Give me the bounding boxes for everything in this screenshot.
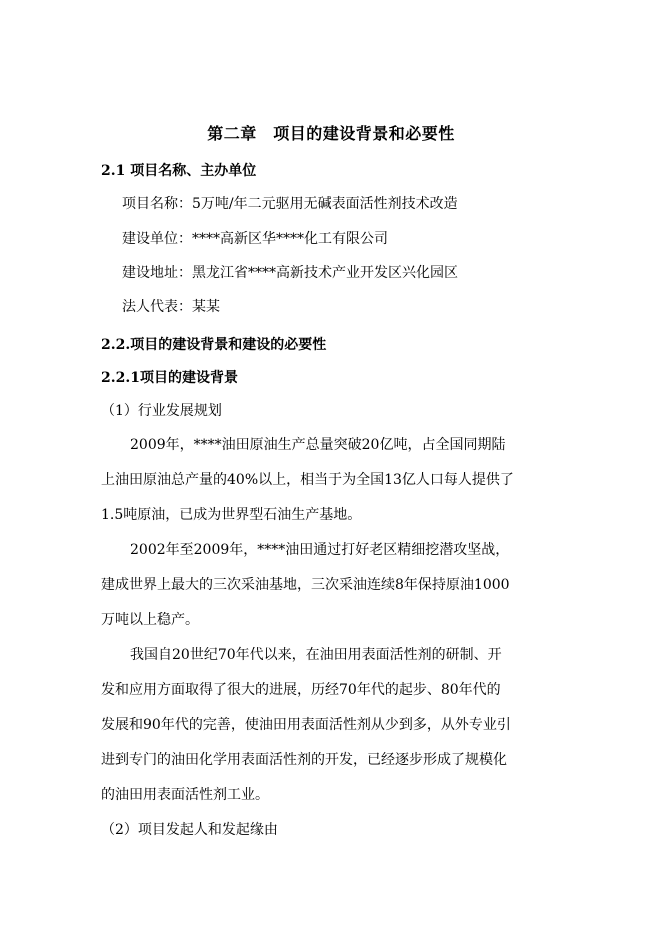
paragraph-line: 2002年至2009年，****油田通过打好老区精细挖潜攻坚战， [116, 542, 510, 558]
section-2-1-heading: 2.1 项目名称、主办单位 [101, 163, 257, 179]
paragraph-line: 进到专门的油田化学用表面活性剂的开发，已经逐步形成了规模化 [101, 752, 507, 768]
paragraph-line: 2009年，****油田原油生产总量突破20亿吨，占全国同期陆 [116, 437, 506, 453]
paragraph-line: 1.5吨原油，已成为世界型石油生产基地。 [101, 507, 362, 523]
paragraph-line: 我国自20世纪70年代以来，在油田用表面活性剂的研制、开 [116, 647, 502, 663]
builder-line: 建设单位：****高新区华****化工有限公司 [122, 231, 388, 247]
item2-label: （2）项目发起人和发起缘由 [101, 822, 278, 838]
paragraph-line: 建成世界上最大的三次采油基地，三次采油连续8年保持原油1000 [101, 577, 510, 593]
chapter-title: 第二章 项目的建设背景和必要性 [207, 124, 455, 143]
paragraph-line: 发和应用方面取得了很大的进展，历经70年代的起步、80年代的 [101, 682, 501, 698]
section-2-2-1-heading: 2.2.1项目的建设背景 [101, 370, 238, 386]
paragraph-line: 发展和90年代的完善，使油田用表面活性剂从少到多，从外专业引 [101, 717, 511, 733]
site-line: 建设地址：黑龙江省****高新技术产业开发区兴化园区 [122, 265, 458, 281]
item1-label: （1）行业发展规划 [101, 403, 222, 419]
paragraph-line: 万吨以上稳产。 [101, 612, 199, 628]
paragraph-line: 上油田原油总产量的40%以上，相当于为全国13亿人口每人提供了 [101, 472, 514, 488]
paragraph-line: 的油田用表面活性剂工业。 [101, 787, 269, 803]
legal-rep-line: 法人代表：某某 [122, 299, 220, 315]
project-name-line: 项目名称：5万吨/年二元驱用无碱表面活性剂技术改造 [122, 196, 458, 212]
section-2-2-heading: 2.2.项目的建设背景和建设的必要性 [101, 337, 327, 353]
